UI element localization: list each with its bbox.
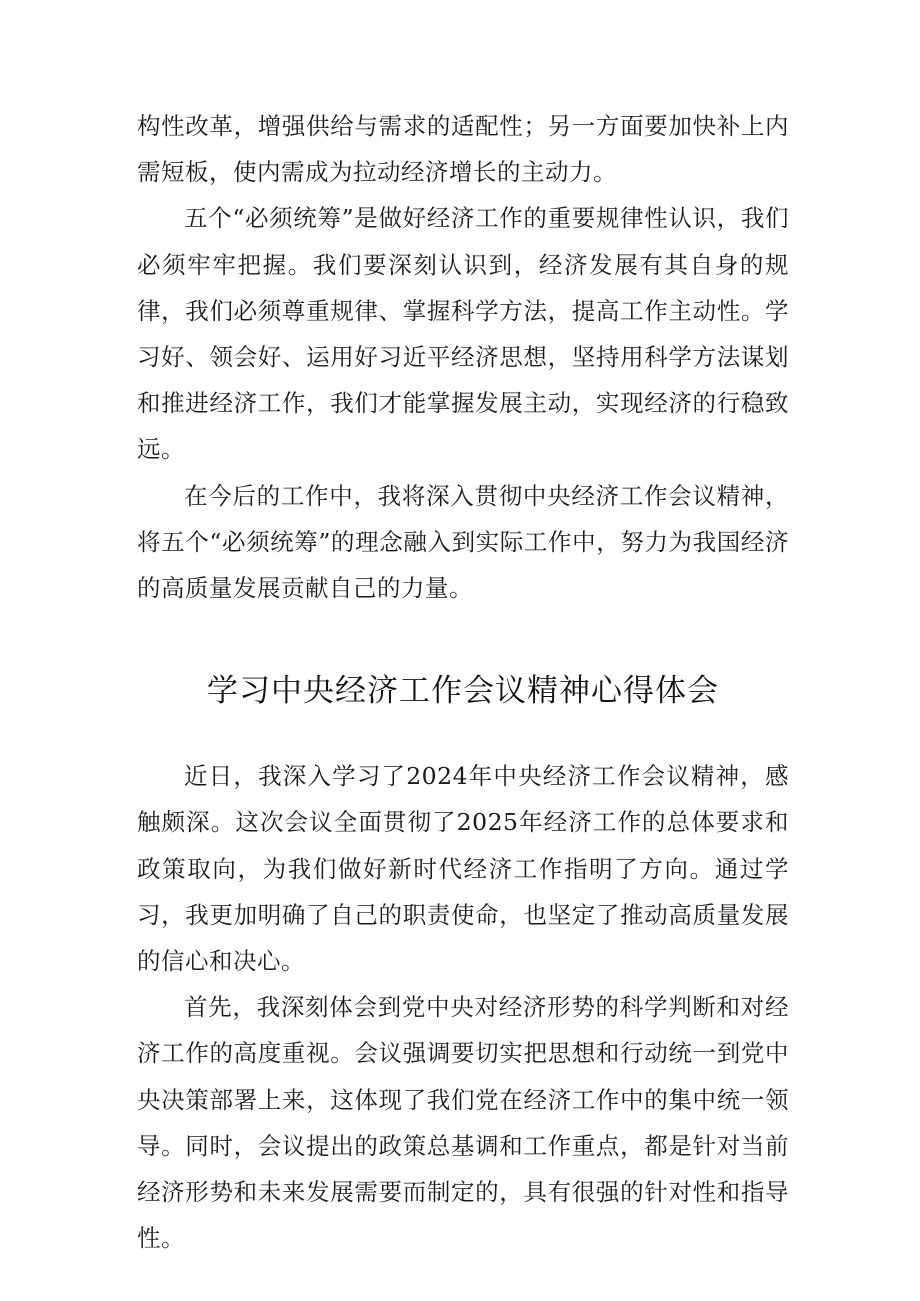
paragraph-first-point: 首先，我深刻体会到党中央对经济形势的科学判断和对经济工作的高度重视。会议强调要切实把思想和行动统一到党中央决策部署上来，这体现了我们党在经济工作中的集中统一领导。同时，会议提出的政策总基调和工作重点，都是针对当前经济形势和未来发展需要而制定的，具有很强的针对性和指导性。 [137, 993, 789, 1253]
document-page [137, 103, 789, 1261]
spacer [137, 611, 789, 671]
section-title: 学习中央经济工作会议精神心得体会 [207, 673, 719, 710]
paragraph-future-work: 在今后的工作中，我将深入贯彻中央经济工作会议精神，将五个“必须统筹”的理念融入到实际工作中，努力为我国经济的高质量发展贡献自己的力量。 [137, 481, 789, 603]
spacer [137, 711, 789, 753]
paragraph-intro: 近日，我深入学习了2024年中央经济工作会议精神，感触颇深。这次会议全面贯彻了2025年经济工作的总体要求和政策取向，为我们做好新时代经济工作指明了方向。通过学习，我更加明确了自己的职责使命，也坚定了推动高质量发展的信心和决心。 [137, 762, 789, 976]
paragraph-five-musts: 五个“必须统筹”是做好经济工作的重要规律性认识，我们必须牢牢把握。我们要深刻认识到，经济发展有其自身的规律，我们必须尊重规律、掌握科学方法，提高工作主动性。学习好、领会好、运用好习近平经济思想，坚持用科学方法谋划和推进经济工作，我们才能掌握发展主动，实现经济的行稳致远。 [137, 204, 789, 464]
paragraph-continuation: 构性改革，增强供给与需求的适配性；另一方面要加快补上内需短板，使内需成为拉动经济增长的主动力。 [137, 112, 789, 187]
